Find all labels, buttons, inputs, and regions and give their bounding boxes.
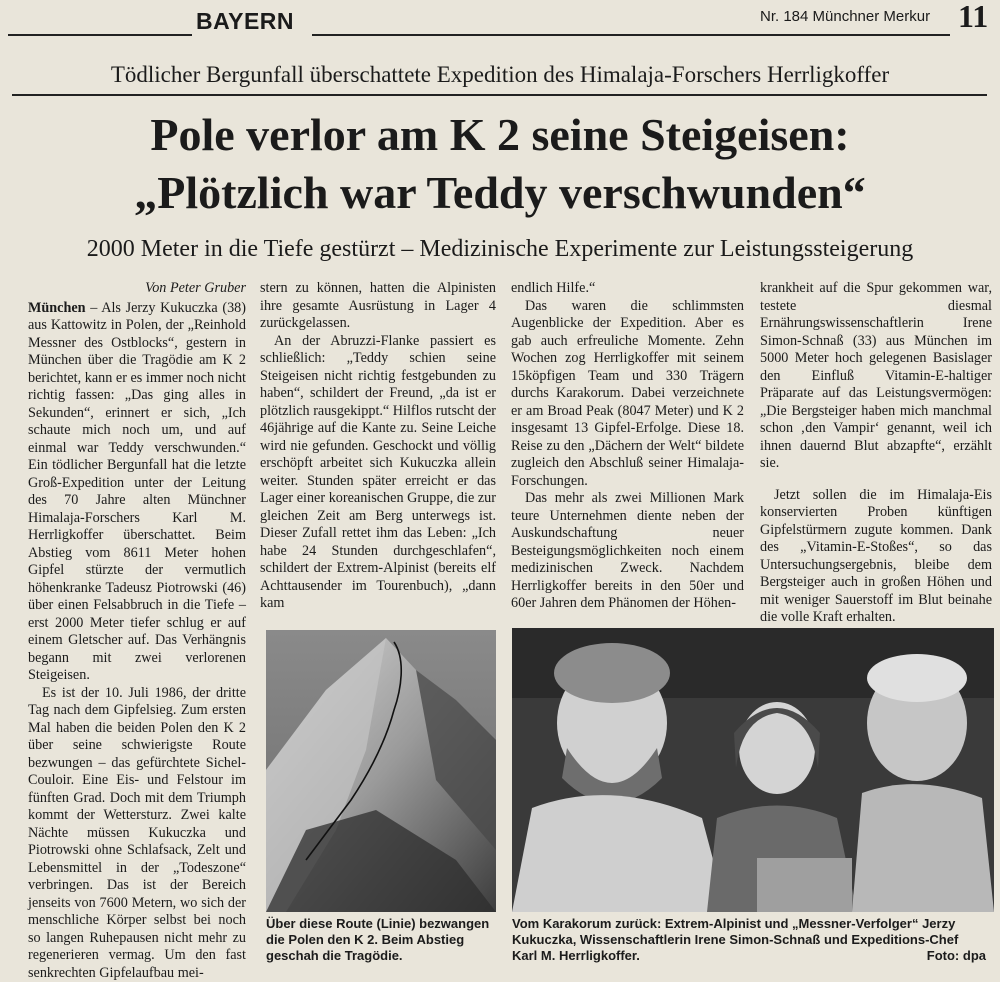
paragraph: endlich Hilfe.“ (511, 280, 744, 298)
paragraph: München – Als Jerzy Kukuczka (38) aus Kattowitz in Polen, der „Reinhold Messner des Ostblocks“, gestern in München über die Tragödie am K 2 berichtet, kann er es immer noch nicht richtig fassen: „Das ging alles in Sekunden“, erinnert er sich, „Ich schaute mich noch um, und auf einmal war Teddy verschwunden.“ Ein tödlicher Bergunfall hat die letzte Groß-Expedition unter der Leitung des 70 Jahre alten Münchner Himalaja-Forschers Karl M. Herrligkoffer überschattet. Beim Abstieg vom 8611 Meter hohen Gipfel stürzte der vermutlich höhenkranke Tadeusz Piotrowski (46) über einen Felsabbruch in die Tiefe – erst 2000 Meter tiefer schlug er auf einem Gletscher auf. Das Verhängnis begann mit zwei verlorenen Steigeisen. (28, 300, 246, 685)
paragraph: Das mehr als zwei Millionen Mark teure Unternehmen diente neben der Auskundschaftung neuer Besteigungsmöglichkeiten noch einem medizinischen Zweck. Nachdem Herrligkoffer bereits in den 50er und 60er Jahren dem Phänomen der Höhen- (511, 490, 744, 613)
kicker: Tödlicher Bergunfall überschattete Expedition des Himalaja-Forschers Herrligkoffer (0, 62, 1000, 88)
mountain-photo (266, 630, 496, 912)
mountain-photo-caption: Über diese Route (Linie) bezwangen die Polen den K 2. Beim Abstieg geschah die Tragödie. (266, 916, 498, 964)
group-photo (512, 628, 994, 912)
group-photo-caption: Vom Karakorum zurück: Extrem-Alpinist und „Messner-Verfolger“ Jerzy Kukuczka, Wissenschaftlerin Irene Simon-Schnaß und Expeditions-Chef Karl M. Herrligkoffer. (512, 916, 984, 964)
paragraph: stern zu können, hatten die Alpinisten ihre gesamte Ausrüstung in Lager 4 zurückgelassen. (260, 280, 496, 333)
dateline: München (28, 300, 86, 316)
header-rule-right (312, 34, 950, 36)
portrait-image (512, 628, 994, 912)
paragraph: Das waren die schlimmsten Augenblicke der Expedition. Aber es gab auch erfreuliche Momente. Zehn Wochen zog Herrligkoffer mit seinem 15köpfigen Team und 330 Trägern durchs Karakorum. Dabei verzeichnete er am Broad Peak (8047 Meter) und K 2 insgesamt 13 Gipfel-Erfolge. Diese 18. Reise zu den „Dächern der Welt“ bildete zugleich den Abschluß seiner Himalaja-Forschungen. (511, 298, 744, 491)
header-rule-left (8, 34, 192, 36)
byline: Von Peter Gruber (28, 280, 246, 298)
page-number: 11 (958, 0, 988, 35)
article-column-4 (760, 280, 992, 620)
headline-line-1: Pole verlor am K 2 seine Steigeisen: (0, 108, 1000, 162)
k2-mountain-image (266, 630, 496, 912)
section-title: BAYERN (196, 8, 294, 35)
paragraph: An der Abruzzi-Flanke passiert es schließlich: „Teddy schien seine Steigeisen nicht richtig festgebunden zu haben“, schildert der Freund, „da ist er plötzlich rausgekippt.“ Hilflos rutscht der 46jährige auf die Kante zu. Seine Leiche wird nie gefunden. Geschockt und völlig erschöpft arbeitet sich Kukuczka allein weiter. Stunden später erreicht er das Lager einer koreanischen Gruppe, die zur gleichen Zeit am Berg unterwegs ist. Dieser Zufall rettet ihm das Leben: „Ich habe 24 Stunden durchgeschlafen“, schildert der Extrem-Alpinist (bereits elf Achttausender im Tourenbuch), „dann kam (260, 333, 496, 613)
article-column-1 (28, 280, 246, 970)
article-column-3 (511, 280, 744, 620)
photo-credit: Foto: dpa (900, 948, 986, 964)
paragraph: krankheit auf die Spur gekommen war, testete diesmal Ernährungswissenschaftlerin Irene Simon-Schnaß (33) aus München im 5000 Meter hoch gelegenen Basislager den Einfluß Vitamin-E-haltiger Präparate auf das Leistungsvermögen: „Die Bergsteiger haben mich manchmal schon ‚den Vampir‘ genannt, weil ich ihnen dauernd Blut abzapfte“, erzählt sie. (760, 280, 992, 473)
paragraph: Es ist der 10. Juli 1986, der dritte Tag nach dem Gipfelsieg. Zum ersten Mal haben die beiden Polen den K 2 über seine schwierigste Route bezwungen – das gefürchtete Sichel-Couloir. Eine Eis- und Felstour im fünften Grad. Doch mit dem Triumph kommt der Wettersturz. Zwei kalte Nächte müssen Kukuczka und Piotrowski ohne Schlafsack, Zelt und Lebensmittel in der „Todeszone“ verbringen. Das ist der Bereich jenseits von 7600 Metern, wo sich der menschliche Körper selbst bei noch so langen Ruhepausen nicht mehr zu regenerieren vermag. Um den fast senkrechten Gipfelaufbau mei- (28, 685, 246, 982)
article-column-2 (260, 280, 496, 620)
kicker-rule (12, 94, 987, 96)
headline-line-2: „Plötzlich war Teddy verschwunden“ (0, 166, 1000, 220)
issue-label: Nr. 184 Münchner Merkur (760, 8, 930, 25)
paragraph: Jetzt sollen die im Himalaja-Eis konservierten Proben künftigen Gipfelstürmern zugute kommen. Dank des „Vitamin-E-Stoßes“, so das Untersuchungsergebnis, bleibe dem Bergsteiger auch in großen Höhen und mit weniger Sauerstoff im Blut beinahe die volle Kraft erhalten. (760, 487, 992, 627)
subhead: 2000 Meter in die Tiefe gestürzt – Medizinische Experimente zur Leistungssteigerung (0, 236, 1000, 263)
